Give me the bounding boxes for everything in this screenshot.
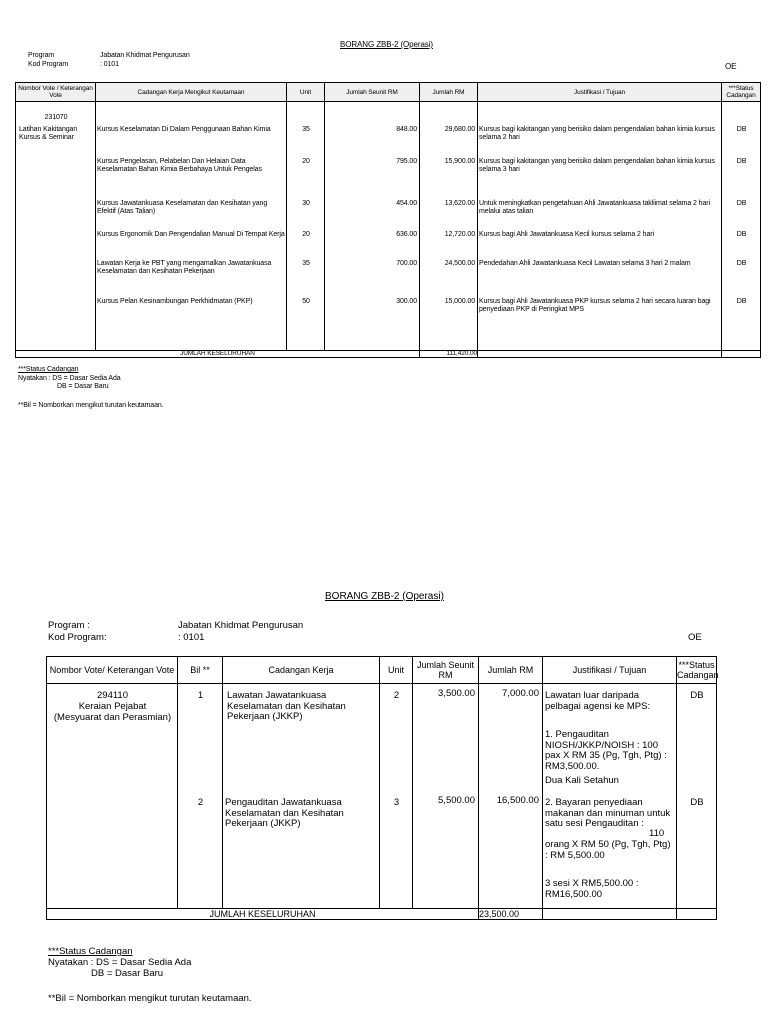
cadangan-cell: [96, 102, 286, 350]
table-body-row: [16, 102, 761, 351]
program-value: Jabatan Khidmat Pengurusan: [100, 52, 190, 59]
unit-value: 20: [302, 158, 310, 165]
cadangan-item: Kursus Pengelasan, Pelabelan Dan Helaian Data Keselamatan Bahan Kimia Berbahaya Untuk Pengelas: [97, 158, 262, 173]
bil-value: 1: [197, 690, 204, 701]
jumlah-value: 24,500.00: [444, 260, 475, 267]
status-cell: [677, 684, 716, 908]
vote-number: 231070: [44, 114, 68, 121]
status-note-db: DB = Dasar Baru: [57, 383, 109, 390]
header-jumlah: Jumlah RM: [420, 83, 478, 102]
seunit-value: 454.00: [396, 200, 417, 207]
header-unit: Unit: [380, 657, 413, 684]
seunit-value: 795.00: [396, 158, 417, 165]
header-cadangan: Cadangan Kerja: [223, 657, 380, 684]
seunit-cell: [413, 684, 478, 908]
jumlah-value: 15,000.00: [444, 298, 475, 305]
status-value: DB: [736, 200, 747, 207]
header-vote: Nombor Vote/ Keterangan Vote: [47, 657, 178, 684]
total-label: JUMLAH KESELURUHAN: [16, 351, 420, 358]
unit-cell: [380, 684, 412, 908]
status-note-ds: Nyatakan : DS = Dasar Sedia Ada: [18, 374, 121, 382]
justifikasi-text: Kursus bagi kakitangan yang berisiko dalam pengendalian bahan kimia kursus selama 2 hari: [479, 126, 715, 141]
vote-description: Keraian Pejabat: [78, 701, 147, 712]
status-note-title: ***Status Cadangan: [18, 366, 79, 373]
cadangan-item: Lawatan Kerja ke PBT yang mengamalkan Jawatankuasa Keselamatan dan Kesihatan Pekerjaan: [97, 260, 272, 275]
jumlah-value: 29,680.00: [444, 126, 475, 133]
total-row: [47, 909, 717, 920]
total-row: [16, 351, 761, 358]
header-status: ***Status Cadangan: [677, 657, 717, 684]
bil-value: 2: [197, 797, 204, 808]
vote-description-sub: (Mesyuarat dan Perasmian): [53, 712, 172, 723]
status-note-ds: Nyatakan : DS = Dasar Sedia Ada: [48, 957, 192, 968]
vote-description: Latihan Kakitangan Kursus & Seminar: [19, 126, 78, 141]
seunit-value: 3,500.00: [438, 688, 475, 699]
unit-value: 35: [302, 126, 310, 133]
status-value: DB: [736, 126, 747, 133]
seunit-value: 300.00: [396, 298, 417, 305]
header-cadangan: Cadangan Kerja Mengikut Keutamaan: [96, 83, 287, 102]
total-label: JUMLAH KESELURUHAN: [47, 909, 479, 920]
unit-value: 30: [302, 200, 310, 207]
status-value: DB: [736, 158, 747, 165]
total-value: 111,420.00: [420, 351, 478, 358]
seunit-cell: [325, 102, 419, 350]
justifikasi-text: 110: [649, 828, 665, 839]
status-note-title: ***Status Cadangan: [48, 946, 133, 957]
total-value: 23,500.00: [479, 909, 543, 920]
status-note-db: DB = Dasar Baru: [91, 968, 164, 979]
footnotes: [18, 366, 164, 410]
status-value: DB: [736, 260, 747, 267]
justifikasi-text: Kursus bagi Ahli Jawatankuasa PKP kursus selama 2 hari secara luaran bagi penyediaan PKP di Peringkat MPS: [479, 298, 711, 313]
cadangan-item: Kursus Ergonomik Dan Pengendalian Manual Di Tempat Kerja: [97, 231, 285, 238]
footnotes: [48, 946, 252, 1004]
unit-value: 2: [393, 690, 400, 701]
unit-value: 50: [302, 298, 310, 305]
header-vote: Nombor Vote / Keterangan Vote: [16, 83, 96, 102]
header-bil: Bil **: [178, 657, 223, 684]
seunit-value: 5,500.00: [438, 795, 475, 806]
header-justifikasi: Justifikasi / Tujuan: [478, 83, 722, 102]
kod-program-label: Kod Program: [28, 61, 69, 68]
justifikasi-text: Untuk meningkatkan pengetahuan Ahli Jawatankuasa takliimat selama 2 hari melalui atas talian: [479, 200, 710, 215]
cadangan-item: Lawatan Jawatankuasa Keselamatan dan Kesihatan Pekerjaan (JKKP): [227, 691, 346, 722]
jumlah-cell: [420, 102, 477, 350]
table-body-row: [47, 684, 717, 909]
table-header-row: [16, 83, 761, 102]
justifikasi-text: Pendedahan Ahli Jawatankuasa Kecil Lawatan selama 3 hari 2 malam: [479, 260, 691, 267]
cadangan-cell: [223, 684, 379, 908]
header-justifikasi: Justifikasi / Tujuan: [543, 657, 677, 684]
jumlah-value: 16,500.00: [496, 795, 539, 806]
justifikasi-text: orang X RM 50 (Pg, Tgh, Ptg) : RM 5,500.00: [545, 839, 671, 861]
oe-label: OE: [688, 632, 702, 643]
jumlah-cell: [479, 684, 542, 908]
unit-value: 20: [302, 231, 310, 238]
justifikasi-text: Kursus bagi Ahli Jawatankuasa Kecil kursus selama 2 hari: [479, 231, 654, 238]
seunit-value: 700.00: [396, 260, 417, 267]
program-label: Program :: [48, 620, 90, 631]
form-title: BORANG ZBB-2 (Operasi): [325, 591, 444, 602]
justifikasi-text: Kursus bagi kakitangan yang berisiko dalam pengendalian bahan kimia kursus selama 3 hari: [479, 158, 715, 173]
justifikasi-text: Lawatan luar daripada pelbagai agensi ke MPS:: [545, 690, 651, 712]
justifikasi-text: 3 sesi X RM5,500.00 : RM16,500.00: [545, 878, 639, 900]
form-title: BORANG ZBB-2 (Operasi): [340, 40, 433, 49]
cadangan-item: Kursus Keselamatan Di Dalam Penggunaan Bahan Kimia: [97, 126, 271, 133]
justifikasi-text: 2. Bayaran penyediaan makanan dan minuman untuk satu sesi Pengauditan :: [545, 797, 671, 829]
justifikasi-text: 1. Pengauditan NIOSH/JKKP/NOISH : 100 pax X RM 35 (Pg, Tgh, Ptg) : RM3,500.00.: [545, 729, 667, 772]
bil-note: **Bil = Nomborkan mengikut turutan keutamaan.: [18, 401, 164, 409]
oe-label: OE: [725, 62, 737, 71]
header-seunit: Jumlah Seunit RM: [413, 657, 479, 684]
header-seunit: Jumlah Seunit RM: [325, 83, 420, 102]
budget-table: [46, 656, 717, 920]
jumlah-value: 12,720.00: [444, 231, 475, 238]
status-value: DB: [690, 690, 704, 701]
status-value: DB: [736, 231, 747, 238]
bil-note: **Bil = Nomborkan mengikut turutan keutamaan.: [48, 993, 252, 1004]
header-unit: Unit: [287, 83, 325, 102]
header-jumlah: Jumlah RM: [479, 657, 543, 684]
status-cell: [722, 102, 760, 350]
header-status: ***Status Cadangan: [722, 83, 761, 102]
justifikasi-cell: [478, 102, 721, 350]
kod-program-value: : 0101: [100, 61, 119, 68]
program-label: Program: [28, 52, 55, 59]
jumlah-value: 15,900.00: [444, 158, 475, 165]
justifikasi-text: Dua Kali Setahun: [545, 775, 619, 786]
unit-value: 3: [393, 797, 400, 808]
kod-program-label: Kod Program:: [48, 632, 107, 643]
cadangan-item: Kursus Jawatankuasa Keselamatan dan Kesihatan yang Efektif (Atas Talian): [97, 200, 268, 215]
jumlah-value: 7,000.00: [502, 688, 539, 699]
vote-cell: [47, 684, 177, 908]
unit-cell: [287, 102, 324, 350]
cadangan-item: Kursus Pelan Kesinambungan Perkhidmatan (PKP): [97, 298, 253, 305]
table-header-row: [47, 657, 717, 684]
status-value: DB: [690, 797, 704, 808]
seunit-value: 848.00: [396, 126, 417, 133]
vote-cell: [16, 102, 95, 350]
form-page-2: [0, 580, 768, 1024]
unit-value: 35: [302, 260, 310, 267]
seunit-value: 636.00: [396, 231, 417, 238]
budget-table: [15, 82, 761, 358]
program-value: Jabatan Khidmat Pengurusan: [178, 620, 304, 631]
kod-program-value: : 0101: [178, 632, 205, 643]
justifikasi-cell: [543, 684, 676, 908]
bil-cell: [178, 684, 222, 908]
jumlah-value: 13,620.00: [444, 200, 475, 207]
cadangan-item: Pengauditan Jawatankuasa Keselamatan dan Kesihatan Pekerjaan (JKKP): [225, 797, 344, 829]
vote-number: 294110: [97, 690, 128, 701]
status-value: DB: [736, 298, 747, 305]
